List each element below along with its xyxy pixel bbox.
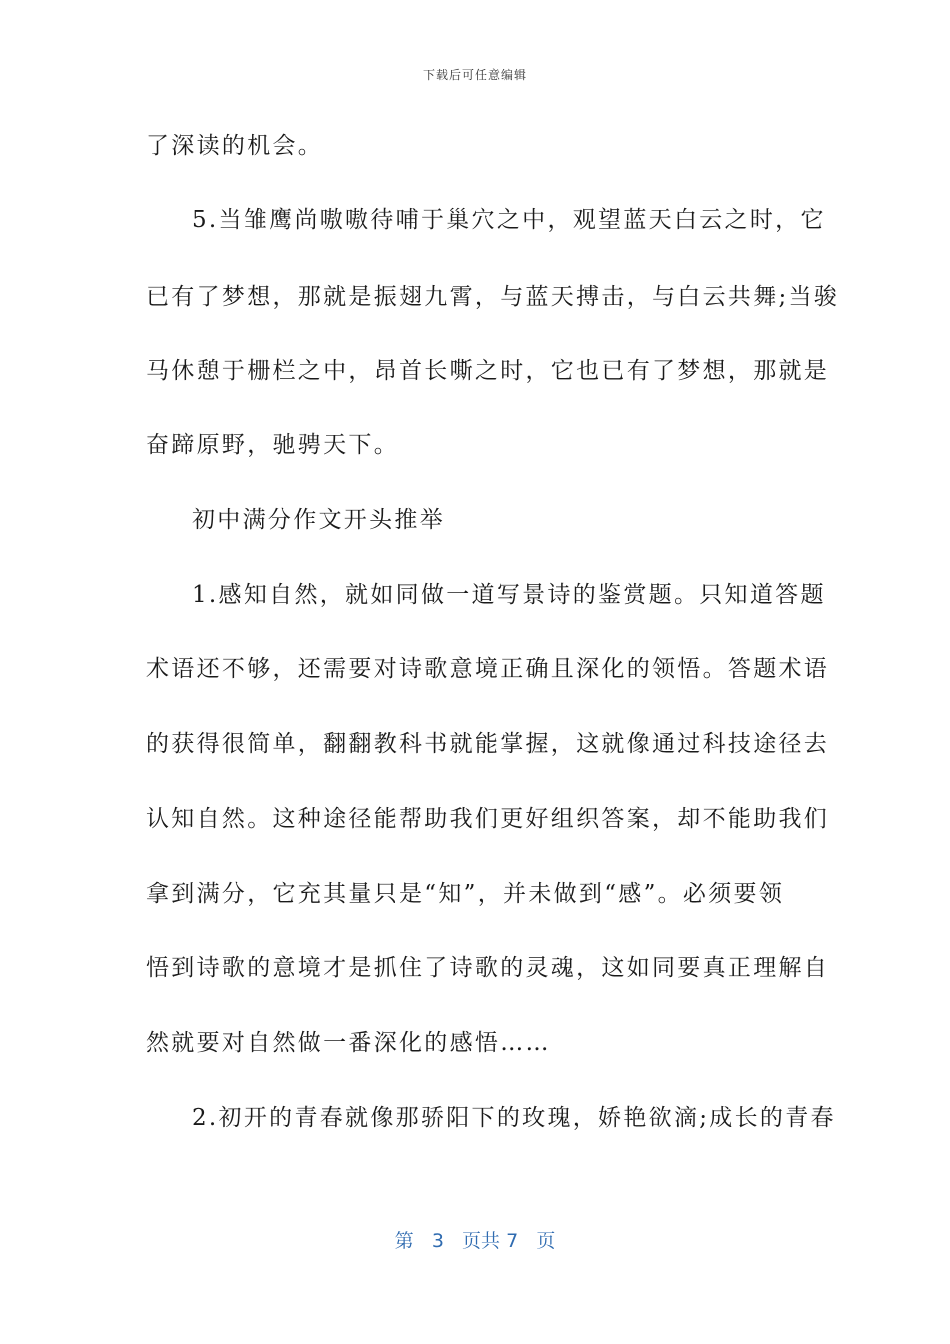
page-label-suffix: 页 (536, 1230, 556, 1252)
body-line: 了深读的机会。 (146, 133, 324, 159)
body-line: 术语还不够，还需要对诗歌意境正确且深化的领悟。答题术语 (146, 656, 830, 682)
body-line: 已有了梦想，那就是振翅九霄，与蓝天搏击，与白云共舞;当骏 (146, 284, 840, 310)
page-label-middle: 页共 (462, 1230, 501, 1252)
body-line: 1.感知自然，就如同做一道写景诗的鉴赏题。只知道答题 (192, 582, 826, 608)
section-heading: 初中满分作文开头推举 (192, 507, 445, 533)
page-label-prefix: 第 (394, 1230, 414, 1252)
body-line: 奋蹄原野，驰骋天下。 (146, 432, 399, 458)
body-line: 马休憩于栅栏之中，昂首长嘶之时，它也已有了梦想，那就是 (146, 358, 830, 384)
total-pages-number: 7 (506, 1230, 519, 1252)
body-line: 然就要对自然做一番深化的感悟…… (146, 1030, 551, 1056)
body-line: 2.初开的青春就像那骄阳下的玫瑰，娇艳欲滴;成长的青春 (192, 1105, 836, 1131)
body-line: 5.当雏鹰尚嗷嗷待哺于巢穴之中，观望蓝天白云之时，它 (192, 207, 826, 233)
current-page-number: 3 (431, 1230, 444, 1252)
page-header-note: 下载后可任意编辑 (422, 68, 527, 82)
body-line: 认知自然。这种途径能帮助我们更好组织答案，却不能助我们 (146, 806, 830, 832)
body-line: 悟到诗歌的意境才是抓住了诗歌的灵魂，这如同要真正理解自 (146, 955, 830, 981)
page-number-footer (0, 1226, 950, 1253)
body-line: 的获得很简单，翻翻教科书就能掌握，这就像通过科技途径去 (146, 731, 830, 757)
body-line: 拿到满分，它充其量只是“知”，并未做到“感”。必须要领 (146, 881, 785, 907)
